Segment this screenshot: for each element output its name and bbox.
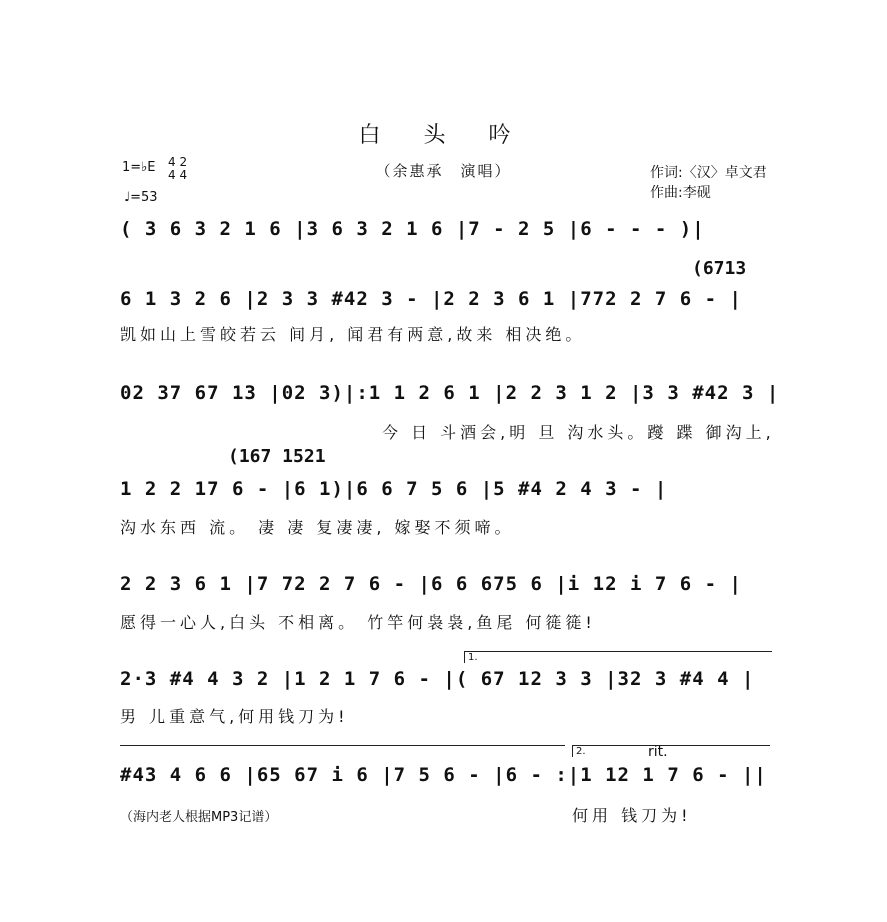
ritardando-marking: rit. (648, 744, 668, 760)
volta-1-bracket-continued (120, 745, 565, 746)
volta-1-bracket-end (464, 651, 465, 663)
song-title: 白 头 吟 (358, 123, 529, 148)
lyrics-row-2: 凯如山上雪皎若云 间月, 闻君有两意,故来 相决绝。 (120, 325, 586, 344)
lyrics-row-5: 愿得一心人,白头 不相离。 竹竿何袅袅,鱼尾 何簁簁! (120, 613, 596, 632)
notation-row-3: 02 37 67 13 |02 3)|:1 1 2 6 1 |2 2 3 1 2 |3 3 #42 3 | (120, 382, 780, 404)
volta-1-label: 1. (468, 652, 478, 663)
ornament-notes-row-4: (167 1521 (228, 446, 326, 467)
volta-2-label: 2. (576, 746, 586, 757)
composer-credit: 作曲:李砚 (650, 185, 711, 201)
transcription-note: （海内老人根据MP3记谱） (120, 810, 278, 825)
lyrics-row-6: 男 儿重意气,何用钱刀为! (120, 707, 349, 726)
performer-credit: （余惠承 演唱） (375, 162, 512, 180)
tempo-marking: ♩=53 (124, 190, 158, 205)
volta-2-bracket (572, 745, 770, 746)
notation-row-6: 2·3 #4 4 3 2 |1 2 1 7 6 - |( 67 12 3 3 |32 3 #4 4 | (120, 668, 755, 690)
lyricist-credit: 作词:〈汉〉卓文君 (650, 165, 767, 181)
meter-top: 4 2 (168, 155, 188, 169)
volta-2-bracket-end (572, 745, 573, 757)
ornament-notes-row-2: (6713 (692, 258, 747, 279)
volta-1-bracket (464, 651, 772, 652)
meter-bottom: 4 4 (168, 168, 188, 182)
key-signature: 1=♭E (122, 160, 156, 175)
lyrics-row-3: 今 日 斗酒会,明 旦 沟水头。躞 蹀 御沟上, (382, 423, 775, 442)
notation-row-7: #43 4 6 6 |65 67 i 6 |7 5 6 - |6 - :|1 12 1 7 6 - || (120, 764, 767, 786)
lyrics-row-7: 何用 钱刀为! (572, 806, 692, 825)
notation-row-4: 1 2 2 17 6 - |6 1)|6 6 7 5 6 |5 #4 2 4 3 - | (120, 478, 668, 500)
time-signature (168, 156, 187, 182)
notation-row-1: ( 3 6 3 2 1 6 |3 6 3 2 1 6 |7 - 2 5 |6 - - - )| (120, 218, 705, 240)
lyrics-row-4: 沟水东西 流。 凄 凄 复凄凄, 嫁娶不须啼。 (120, 518, 515, 537)
notation-row-5: 2 2 3 6 1 |7 72 2 7 6 - |6 6 675 6 |i 12 i 7 6 - | (120, 573, 742, 595)
notation-row-2: 6 1 3 2 6 |2 3 3 #42 3 - |2 2 3 6 1 |772 2 7 6 - | (120, 288, 742, 310)
